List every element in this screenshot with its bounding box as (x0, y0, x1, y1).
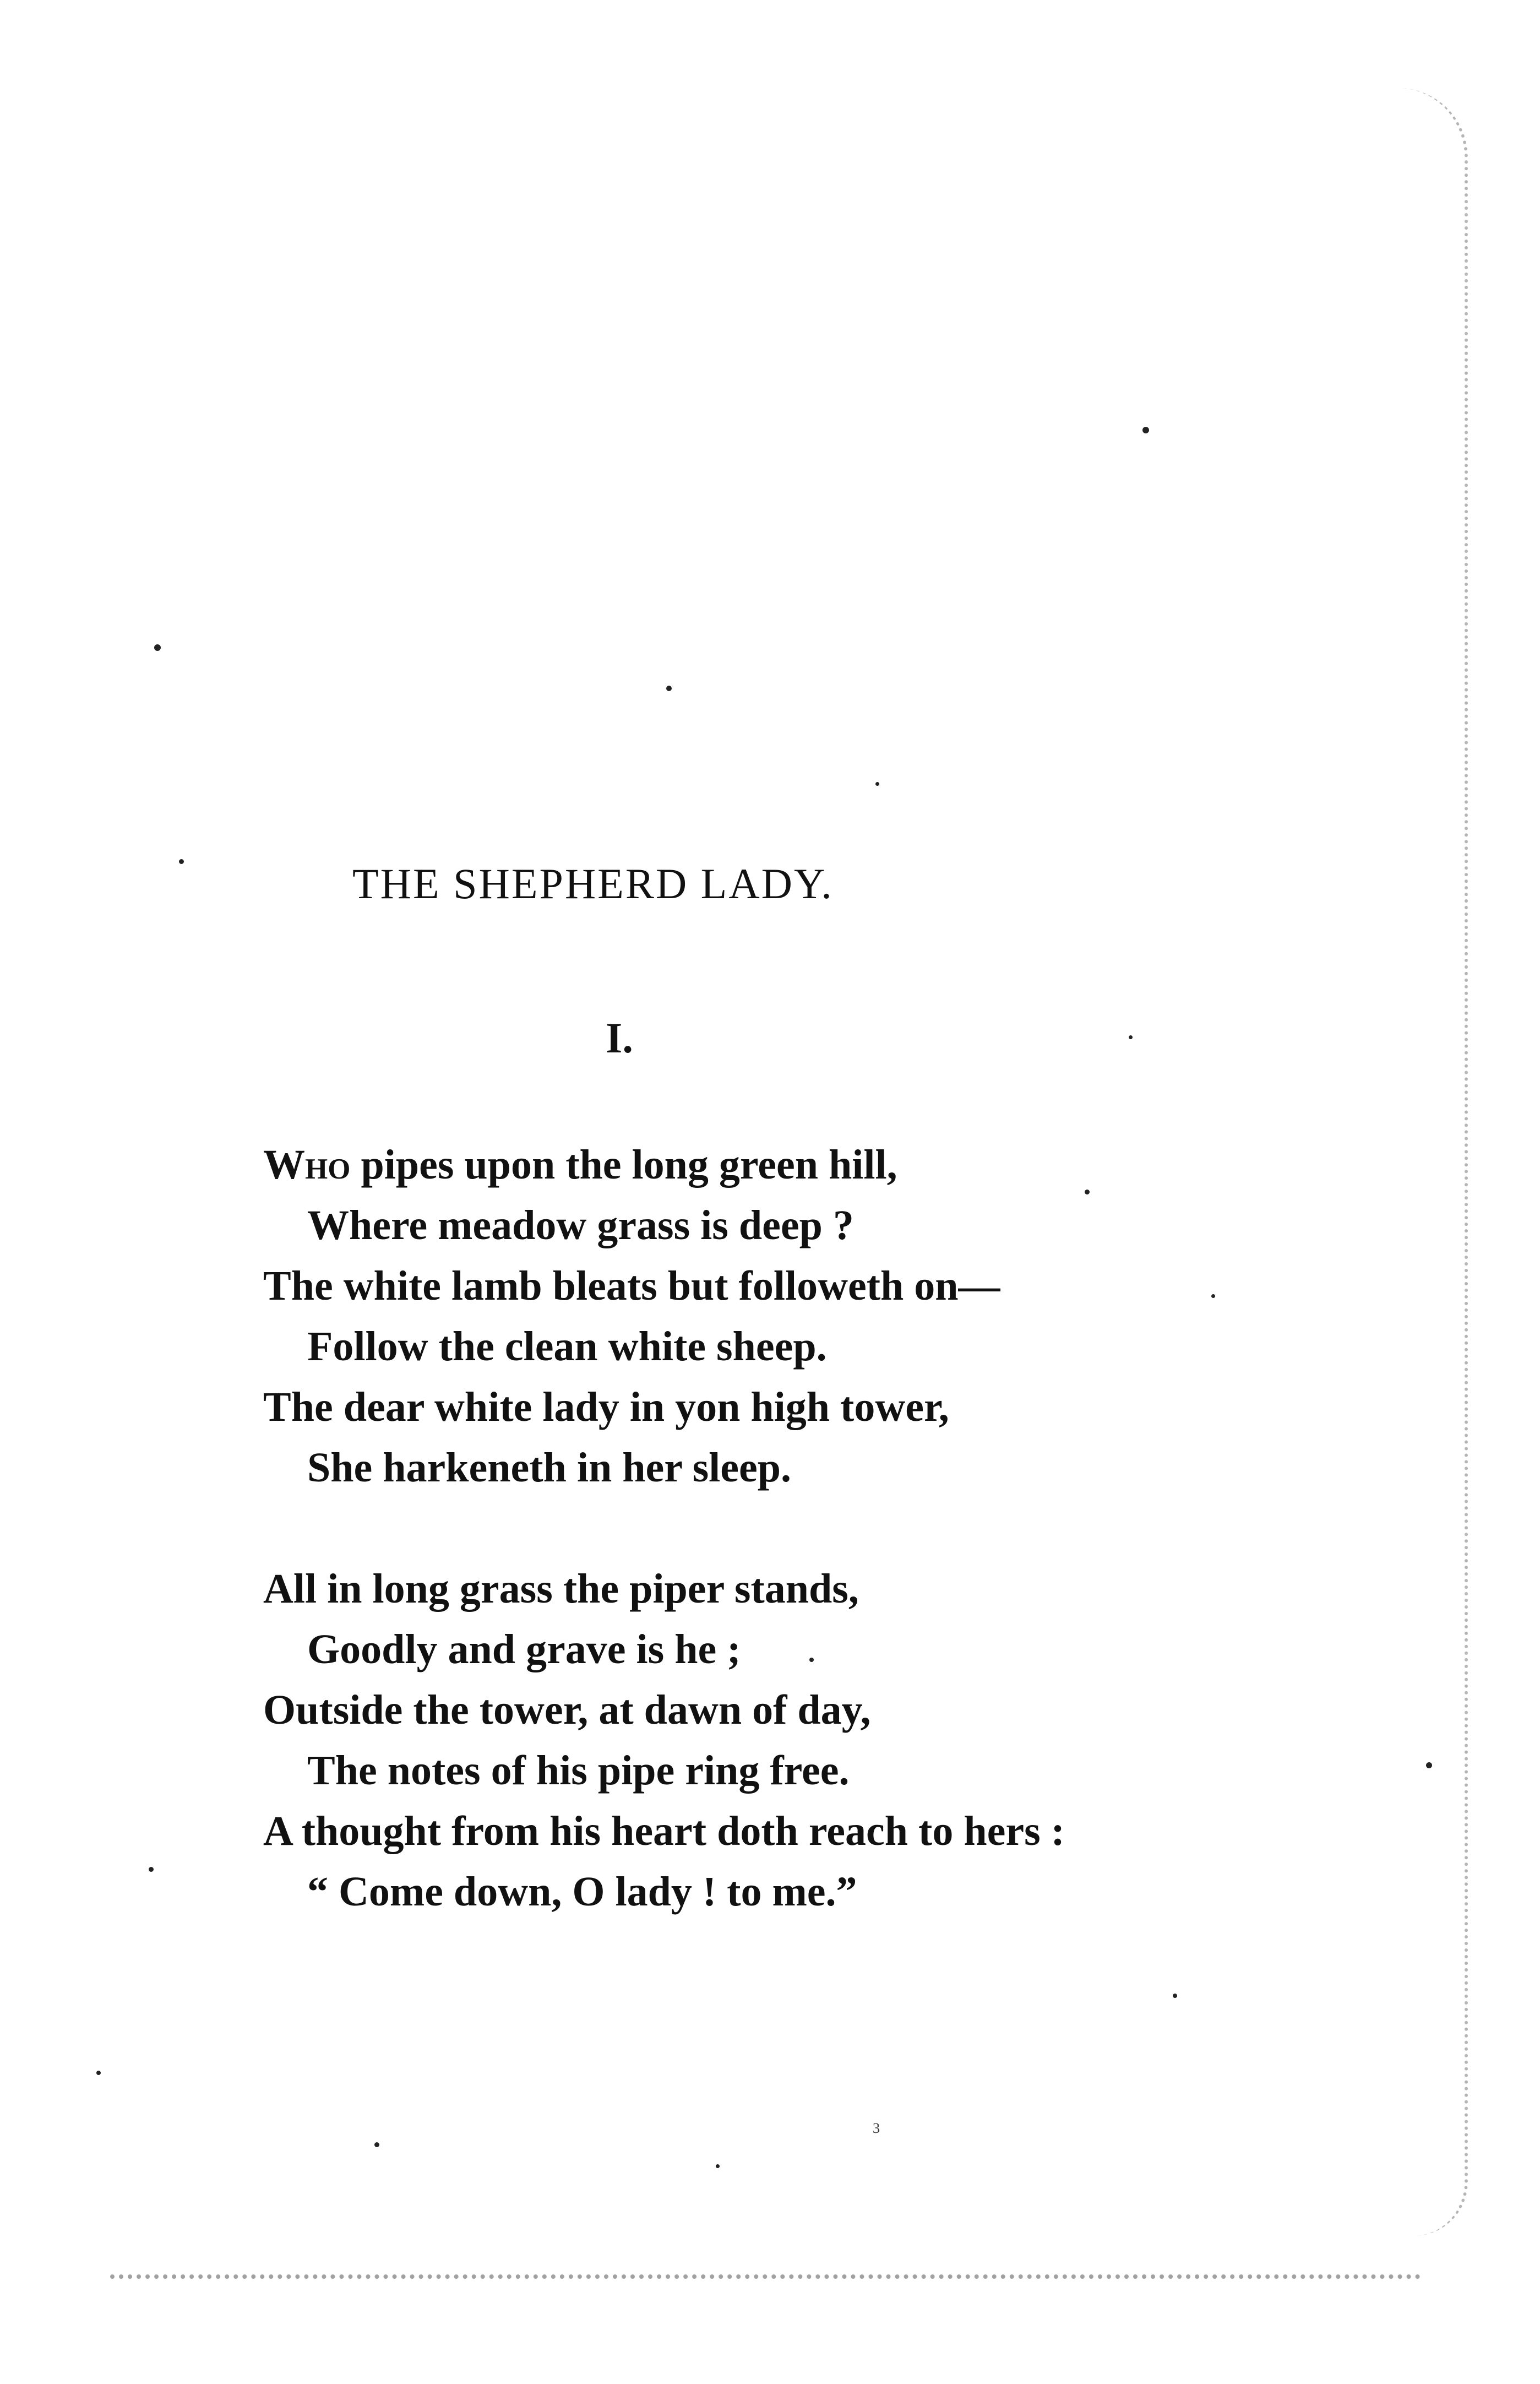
print-speck (666, 686, 672, 691)
stanza-1 (263, 1134, 1000, 1498)
stanza-2 (263, 1558, 1065, 1922)
verse-line: Goodly and grave is he ; (307, 1626, 741, 1672)
verse-line: “ Come down, O lady ! to me.” (307, 1869, 857, 1915)
verse-line: The white lamb bleats but followeth on— (263, 1263, 1000, 1309)
print-speck (96, 2071, 101, 2075)
print-speck (1211, 1294, 1215, 1298)
print-speck (875, 782, 879, 786)
print-speck (1085, 1190, 1090, 1194)
print-speck (179, 859, 184, 864)
verse-line: The dear white lady in yon high tower, (263, 1384, 949, 1430)
verse-line: Follow the clean white sheep. (307, 1323, 827, 1370)
print-speck (1173, 1994, 1177, 1998)
verse-line: A thought from his heart doth reach to hers : (263, 1808, 1065, 1854)
page-edge-right (1398, 88, 1468, 2236)
page-number: 3 (873, 2120, 880, 2136)
print-speck (1142, 427, 1149, 433)
verse-line: Where meadow grass is deep ? (307, 1202, 854, 1248)
section-number: I. (606, 1014, 633, 1062)
verse-line (263, 1134, 1000, 1195)
print-speck (374, 2142, 379, 2147)
print-speck (716, 2164, 720, 2168)
verse-line: Outside the tower, at dawn of day, (263, 1687, 871, 1733)
poem-title: THE SHEPHERD LADY. (352, 860, 834, 908)
verse-line: She harkeneth in her sleep. (307, 1444, 792, 1491)
page-edge-bottom (110, 2274, 1421, 2279)
print-speck (809, 1658, 814, 1662)
print-speck (1129, 1035, 1133, 1039)
verse-line-text: pipes upon the long green hill, (350, 1142, 897, 1188)
verse-line: All in long grass the piper stands, (263, 1566, 859, 1612)
print-speck (154, 644, 161, 651)
verse-lead-word: Who (263, 1142, 351, 1188)
print-speck (149, 1867, 154, 1872)
print-speck (1426, 1762, 1432, 1768)
verse-line: The notes of his pipe ring free. (307, 1747, 850, 1794)
